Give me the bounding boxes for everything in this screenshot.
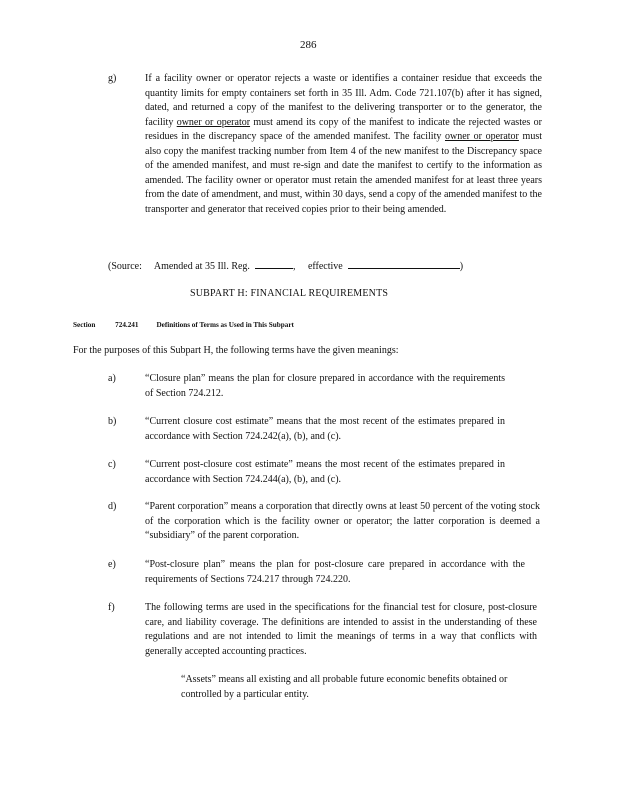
item-label-g: g) — [108, 73, 117, 84]
definition-financial-test-terms: The following terms are used in the specifications for the financial test for closure, post-closure care, and liability coverage. The definitions are intended to assist in the understanding of these regulations and are not intended to limit the meanings of terms in a way that conflicts with generally accepted accounting practices. — [145, 602, 537, 657]
item-label-d: d) — [108, 501, 117, 512]
definition-closure-plan: “Closure plan” means the plan for closure prepared in accordance with the requirements of Section 724.212. — [145, 373, 505, 399]
item-label-b: b) — [108, 416, 117, 427]
paragraph-g — [145, 72, 542, 217]
item-label-a: a) — [108, 373, 116, 384]
definition-current-closure-cost: “Current closure cost estimate” means that the most recent of the estimates prepared in accordance with Section 724.242(a), (b), and (c). — [145, 416, 505, 442]
underlined-owner-operator-2: owner or operator — [444, 131, 519, 142]
section-title: Definitions of Terms as Used in This Subpart — [156, 321, 294, 329]
definition-parent-corporation: “Parent corporation” means a corporation that directly owns at least 50 percent of the voting stock of the corporation which is the facility owner or operator; the latter corporation is deemed a “subsidiary” of the parent corporation. — [145, 501, 540, 541]
definition-assets: “Assets” means all existing and all probable future economic benefits obtained or controlled by a particular entity. — [181, 674, 508, 700]
section-heading — [73, 318, 294, 333]
source-comma: , — [292, 261, 296, 272]
paragraph-g-text-3: must also copy the manifest tracking number from Item 4 of the new manifest to the Discrepancy space of the amended manifest, and must re-sign and date the manifest to certify to the information as amended. The facility owner or operator must retain the amended manifest for at least three years from the date of amendment, and must, within 30 days, send a copy of the amended manifest to the transporter and generator that received copies prior to their being amended. — [145, 131, 542, 215]
definition-post-closure-plan: “Post-closure plan” means the plan for post-closure care prepared in accordance with the requirements of Sections 724.217 through 724.220. — [145, 559, 525, 585]
section-number: 724.241 — [115, 321, 139, 329]
item-label-c: c) — [108, 459, 116, 470]
source-amended: Amended at 35 Ill. Reg. — [153, 261, 250, 272]
page-number: 286 — [300, 39, 317, 51]
source-effective: effective — [307, 261, 343, 272]
source-close: ) — [459, 261, 464, 272]
paragraph-g-text-1: If a facility owner or operator rejects a waste or identifies a container residue that exceeds the quantity limits for empty containers set forth in 35 Ill. Adm. Code 721.107(b) after it has signed, dated, and returned a copy of the manifest to the delivering transporter or to the generator, the facility — [145, 73, 542, 128]
register-blank — [255, 258, 293, 269]
paragraph-g-text-2: must amend its copy of the manifest to indicate the rejected wastes or residues in the discrepancy space of the amended manifest. The facility — [145, 116, 542, 142]
source-note — [108, 258, 463, 275]
source-prefix: (Source: — [108, 261, 142, 272]
item-label-f: f) — [108, 602, 115, 613]
underlined-owner-operator-1: owner or operator — [176, 116, 251, 128]
definition-current-post-closure-cost: “Current post-closure cost estimate” means the most recent of the estimates prepared in accordance with Section 724.244(a), (b), and (c). — [145, 459, 505, 485]
section-word: Section — [73, 321, 96, 329]
subpart-heading: SUBPART H: FINANCIAL REQUIREMENTS — [190, 288, 389, 299]
effective-date-blank — [348, 258, 460, 269]
intro-sentence: For the purposes of this Subpart H, the following terms have the given meanings: — [73, 345, 399, 356]
item-label-e: e) — [108, 559, 116, 570]
